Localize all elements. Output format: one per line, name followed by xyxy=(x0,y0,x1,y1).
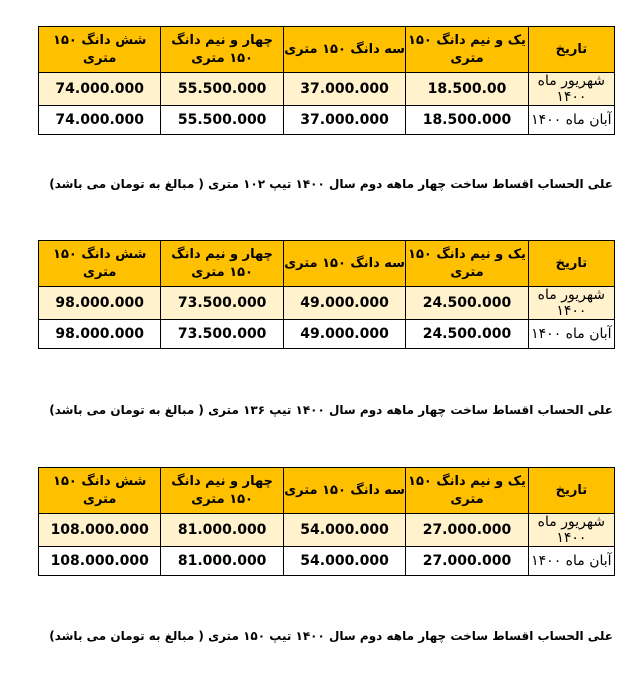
header-date: تاریخ xyxy=(528,241,614,287)
header-four-half-dang: چهار و نیم دانگ ۱۵۰ متری xyxy=(161,27,283,73)
cell-six: 74.000.000 xyxy=(39,106,161,135)
row-date: آبان ماه ۱۴۰۰ xyxy=(528,547,614,576)
cell-one-half: 27.000.000 xyxy=(406,514,528,547)
installment-table-102 xyxy=(20,26,615,135)
header-four-half-dang: چهار و نیم دانگ ۱۵۰ متری xyxy=(161,241,283,287)
table-row xyxy=(39,73,615,106)
cell-four-half: 81.000.000 xyxy=(161,547,283,576)
row-date: شهریور ماه ۱۴۰۰ xyxy=(528,287,614,320)
header-date: تاریخ xyxy=(528,27,614,73)
cell-six: 108.000.000 xyxy=(39,514,161,547)
table-row xyxy=(39,320,615,349)
price-table xyxy=(38,467,615,576)
row-date: آبان ماه ۱۴۰۰ xyxy=(528,320,614,349)
row-date: شهریور ماه ۱۴۰۰ xyxy=(528,514,614,547)
header-three-dang: سه دانگ ۱۵۰ متری xyxy=(283,468,405,514)
cell-three: 54.000.000 xyxy=(283,547,405,576)
header-six-dang: شش دانگ ۱۵۰ متری xyxy=(39,27,161,73)
table-caption: علی الحساب اقساط ساخت چهار ماهه دوم سال ۱۴۰۰ تیپ ۱۰۲ متری ( مبالغ به تومان می باشد) xyxy=(49,177,613,191)
cell-six: 98.000.000 xyxy=(39,287,161,320)
cell-one-half: 18.500.00 xyxy=(406,73,528,106)
cell-three: 54.000.000 xyxy=(283,514,405,547)
cell-four-half: 81.000.000 xyxy=(161,514,283,547)
row-date: آبان ماه ۱۴۰۰ xyxy=(528,106,614,135)
cell-four-half: 55.500.000 xyxy=(161,73,283,106)
header-one-half-dang: یک و نیم دانگ ۱۵۰ متری xyxy=(406,27,528,73)
cell-four-half: 55.500.000 xyxy=(161,106,283,135)
cell-three: 37.000.000 xyxy=(283,73,405,106)
cell-three: 49.000.000 xyxy=(283,287,405,320)
table-caption: علی الحساب اقساط ساخت چهار ماهه دوم سال ۱۴۰۰ تیپ ۱۳۶ متری ( مبالغ به تومان می باشد) xyxy=(49,403,613,417)
installment-table-136 xyxy=(20,240,615,349)
header-six-dang: شش دانگ ۱۵۰ متری xyxy=(39,468,161,514)
cell-three: 37.000.000 xyxy=(283,106,405,135)
cell-one-half: 18.500.000 xyxy=(406,106,528,135)
table-row xyxy=(39,287,615,320)
table-row xyxy=(39,514,615,547)
cell-six: 74.000.000 xyxy=(39,73,161,106)
header-date: تاریخ xyxy=(528,468,614,514)
header-three-dang: سه دانگ ۱۵۰ متری xyxy=(283,241,405,287)
cell-four-half: 73.500.000 xyxy=(161,287,283,320)
price-table xyxy=(38,26,615,135)
table-row xyxy=(39,547,615,576)
cell-six: 108.000.000 xyxy=(39,547,161,576)
table-header-row xyxy=(39,27,615,73)
header-six-dang: شش دانگ ۱۵۰ متری xyxy=(39,241,161,287)
header-one-half-dang: یک و نیم دانگ ۱۵۰ متری xyxy=(406,468,528,514)
table-header-row xyxy=(39,241,615,287)
cell-four-half: 73.500.000 xyxy=(161,320,283,349)
row-date: شهریور ماه ۱۴۰۰ xyxy=(528,73,614,106)
table-row xyxy=(39,106,615,135)
cell-one-half: 24.500.000 xyxy=(406,287,528,320)
price-table xyxy=(38,240,615,349)
header-four-half-dang: چهار و نیم دانگ ۱۵۰ متری xyxy=(161,468,283,514)
table-caption: علی الحساب اقساط ساخت چهار ماهه دوم سال ۱۴۰۰ تیپ ۱۵۰ متری ( مبالغ به تومان می باشد) xyxy=(49,629,613,643)
cell-three: 49.000.000 xyxy=(283,320,405,349)
installment-table-150 xyxy=(20,467,615,576)
table-header-row xyxy=(39,468,615,514)
cell-six: 98.000.000 xyxy=(39,320,161,349)
cell-one-half: 24.500.000 xyxy=(406,320,528,349)
header-three-dang: سه دانگ ۱۵۰ متری xyxy=(283,27,405,73)
cell-one-half: 27.000.000 xyxy=(406,547,528,576)
header-one-half-dang: یک و نیم دانگ ۱۵۰ متری xyxy=(406,241,528,287)
